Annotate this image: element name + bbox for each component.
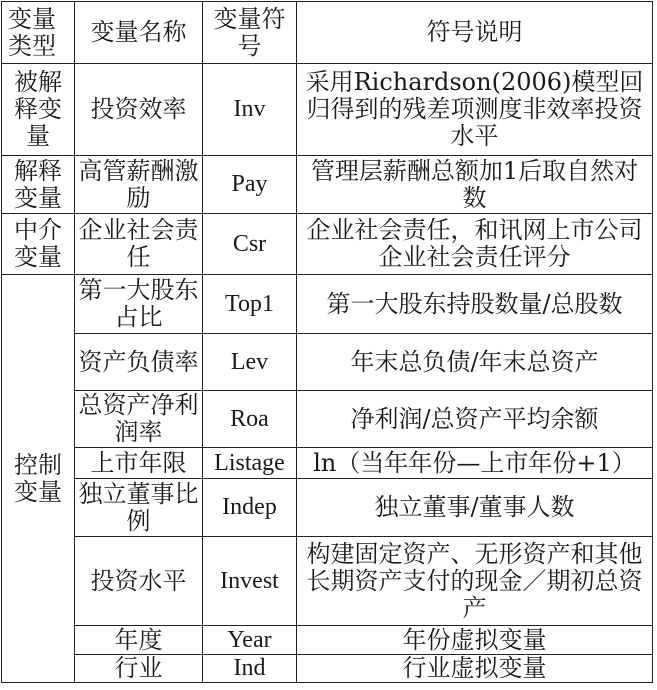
var-symbol: Listage	[203, 448, 297, 479]
variable-definition-table	[1, 1, 653, 683]
header-desc: 符号说明	[297, 2, 653, 64]
var-desc: 第一大股东持股数量/总股数	[297, 275, 653, 334]
table-row	[2, 448, 653, 479]
var-symbol: Roa	[203, 391, 297, 448]
var-desc: 企业社会责任，和讯网上市公司企业社会责任评分	[297, 214, 653, 275]
table-row	[2, 275, 653, 334]
var-desc: 管理层薪酬总额加1后取自然对数	[297, 156, 653, 214]
var-symbol: Top1	[203, 275, 297, 334]
type-independent: 解释变量	[2, 156, 75, 214]
table-row	[2, 655, 653, 683]
type-control: 控制变量	[2, 275, 75, 683]
table-row	[2, 214, 653, 275]
header-name: 变量名称	[75, 2, 203, 64]
table-row	[2, 334, 653, 391]
type-dependent: 被解释变量	[2, 64, 75, 156]
var-desc: 构建固定资产、无形资产和其他长期资产支付的现金／期初总资产	[297, 537, 653, 626]
table-row	[2, 479, 653, 537]
var-symbol: Invest	[203, 537, 297, 626]
var-symbol: Csr	[203, 214, 297, 275]
table-row	[2, 64, 653, 156]
var-symbol: Inv	[203, 64, 297, 156]
var-desc: 独立董事/董事人数	[297, 479, 653, 537]
var-name: 行业	[75, 655, 203, 683]
table-row	[2, 626, 653, 655]
var-symbol: Lev	[203, 334, 297, 391]
header-type: 变量类型	[2, 2, 75, 64]
var-desc: ln（当年年份—上市年份+1）	[297, 448, 653, 479]
var-symbol: Pay	[203, 156, 297, 214]
var-name: 投资效率	[75, 64, 203, 156]
header-row	[2, 2, 653, 64]
var-name: 独立董事比例	[75, 479, 203, 537]
var-name: 高管薪酬激励	[75, 156, 203, 214]
var-name: 投资水平	[75, 537, 203, 626]
var-name: 上市年限	[75, 448, 203, 479]
var-symbol: Year	[203, 626, 297, 655]
type-mediator: 中介变量	[2, 214, 75, 275]
var-desc: 年末总负债/年末总资产	[297, 334, 653, 391]
var-desc: 净利润/总资产平均余额	[297, 391, 653, 448]
var-name: 年度	[75, 626, 203, 655]
var-desc: 年份虚拟变量	[297, 626, 653, 655]
var-symbol: Ind	[203, 655, 297, 683]
var-name: 企业社会责任	[75, 214, 203, 275]
var-name: 总资产净利润率	[75, 391, 203, 448]
var-desc: 采用Richardson(2006)模型回归得到的残差项测度非效率投资水平	[297, 64, 653, 156]
var-name: 第一大股东占比	[75, 275, 203, 334]
table-row	[2, 391, 653, 448]
var-symbol: Indep	[203, 479, 297, 537]
header-symbol: 变量符号	[203, 2, 297, 64]
table-row	[2, 537, 653, 626]
var-desc: 行业虚拟变量	[297, 655, 653, 683]
var-name: 资产负债率	[75, 334, 203, 391]
table-row	[2, 156, 653, 214]
